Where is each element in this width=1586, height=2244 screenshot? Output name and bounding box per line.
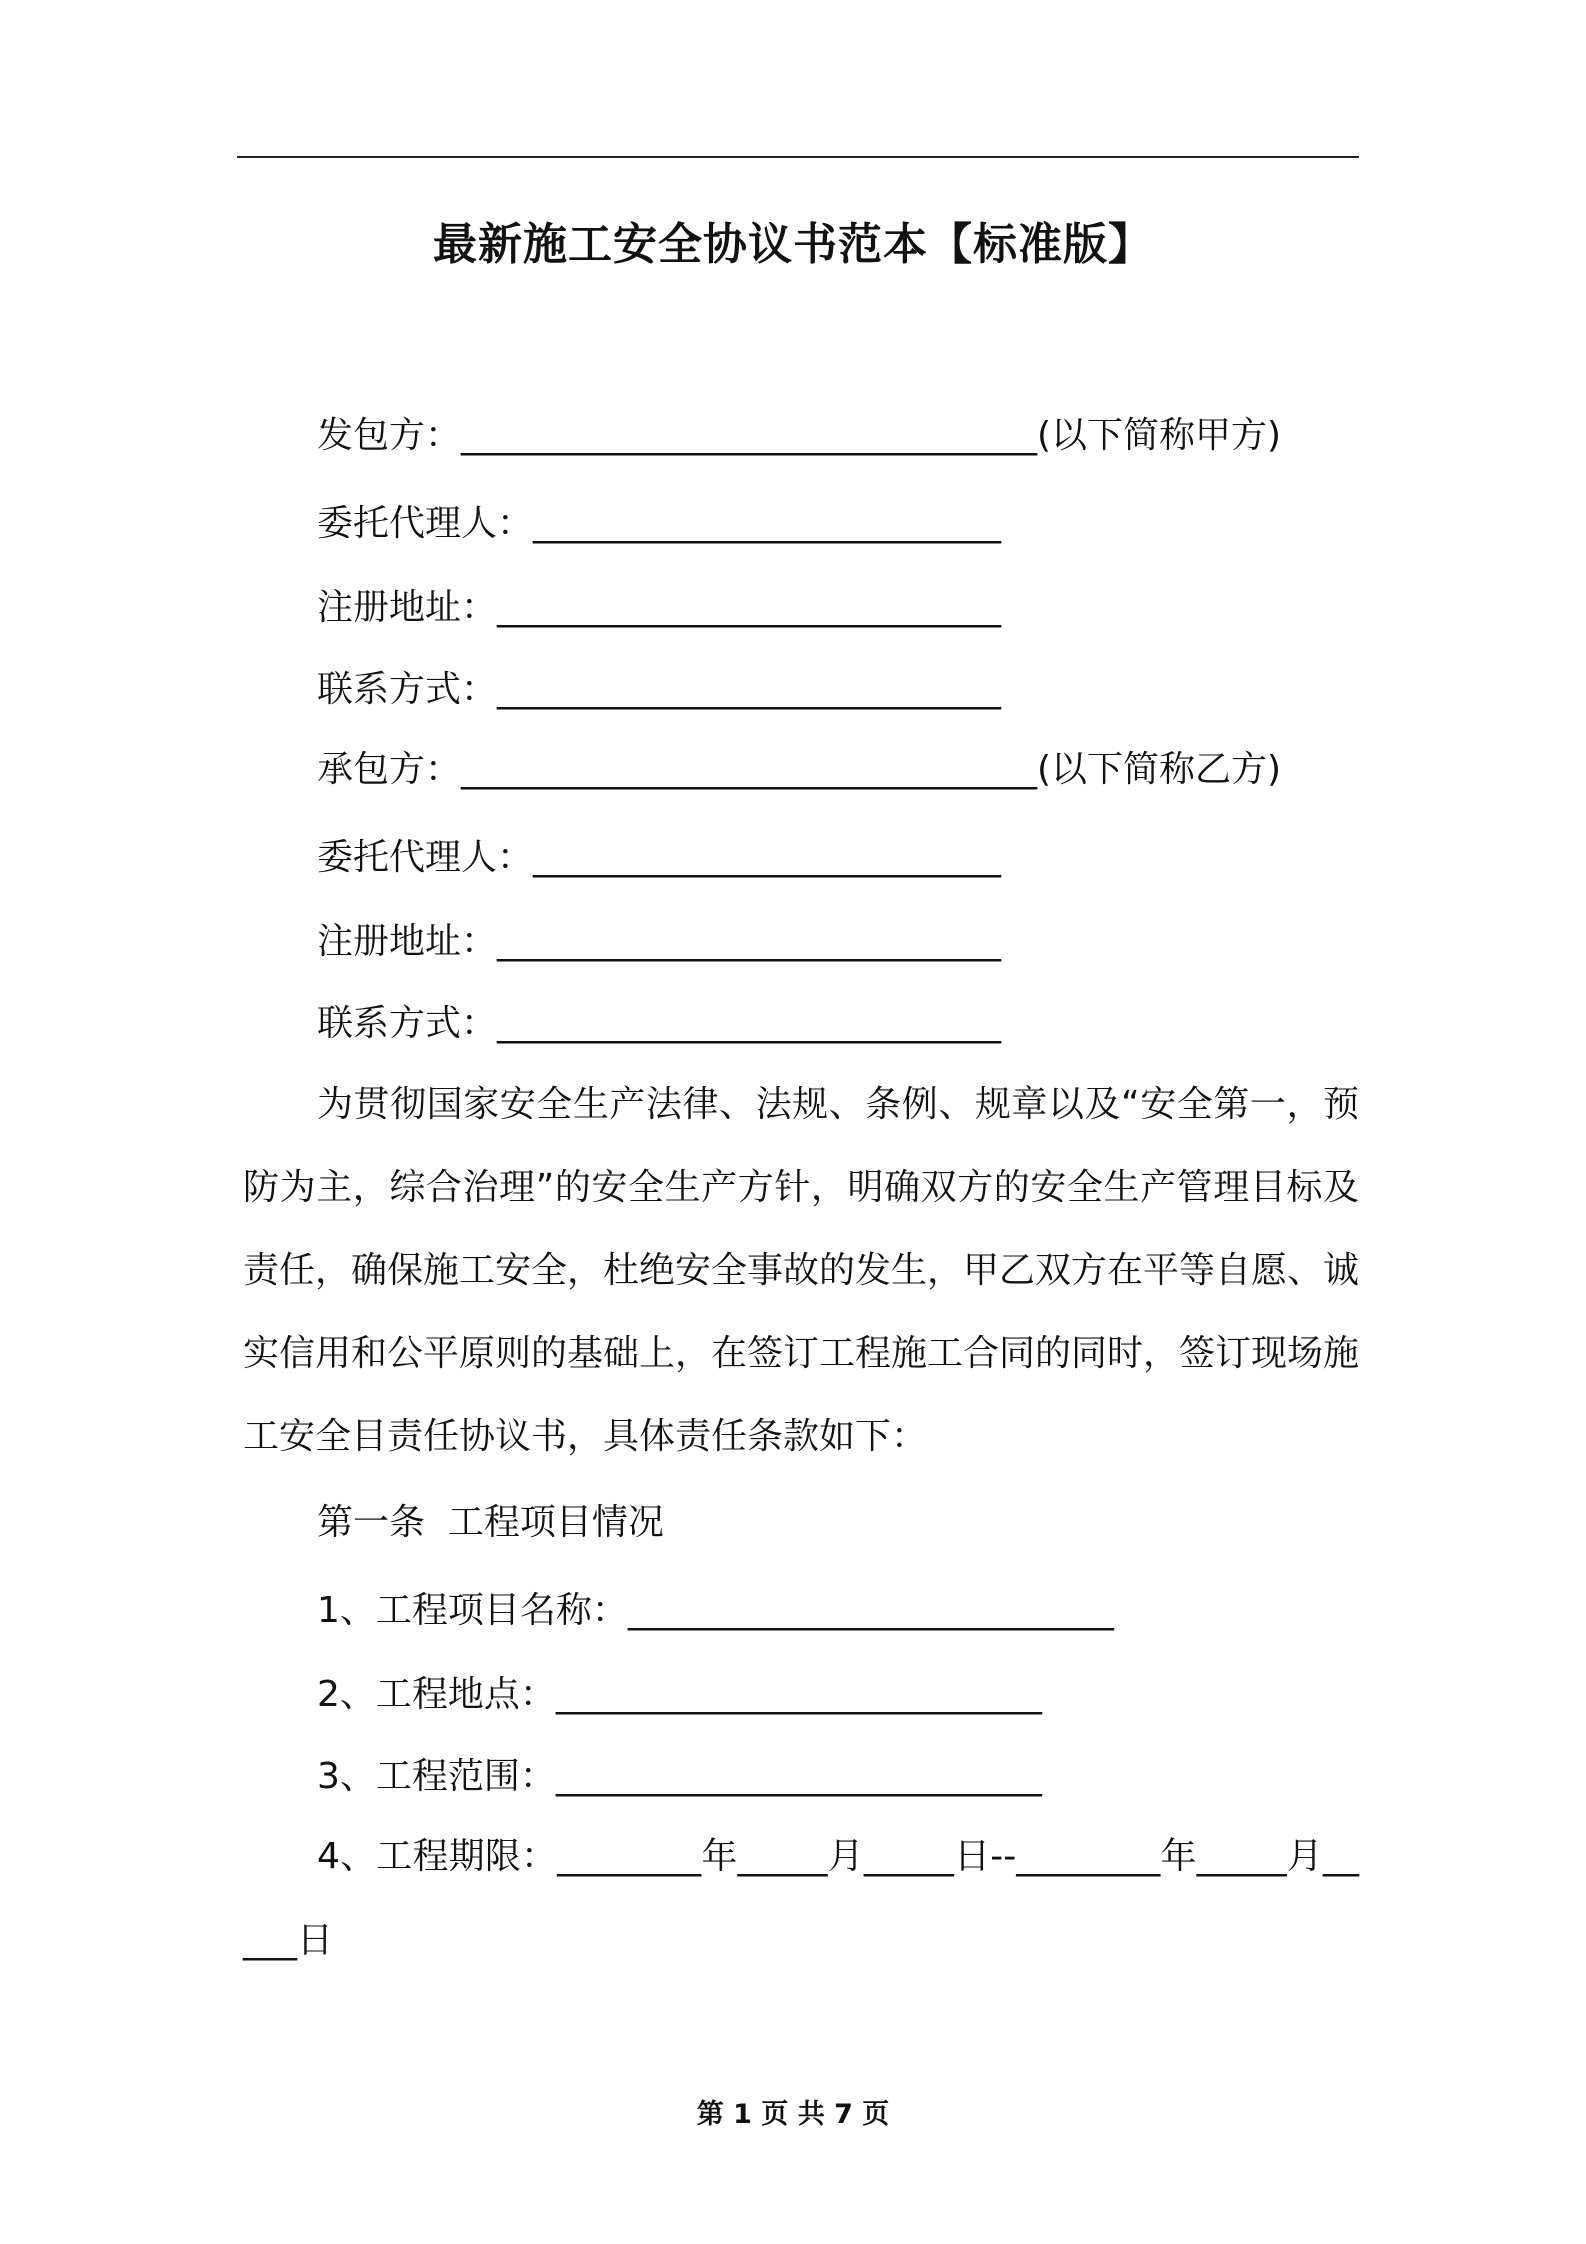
party-b-contact-line: 联系方式：____________________________: [317, 1003, 1002, 1044]
party-a-address-line: 注册地址：____________________________: [317, 587, 1002, 628]
article-1-heading: 第一条 工程项目情况: [317, 1502, 664, 1543]
article-1-item-1: 1、工程项目名称：___________________________: [317, 1590, 1114, 1631]
party-a-contact-line: 联系方式：____________________________: [317, 669, 1002, 710]
party-b-agent-line: 委托代理人：__________________________: [317, 837, 1002, 878]
party-a-agent-line: 委托代理人：__________________________: [317, 503, 1002, 544]
article-1-item-4: [243, 1815, 1359, 1983]
article-1-item-2: 2、工程地点：___________________________: [317, 1674, 1042, 1715]
document-title: 最新施工安全协议书范本【标准版】: [433, 219, 1153, 270]
header-rule: [237, 156, 1359, 158]
party-b-line: 承包方：________________________________(以下简称乙方): [317, 749, 1282, 790]
article-1-item-3: 3、工程范围：___________________________: [317, 1756, 1042, 1797]
intro-paragraph-text: 为贯彻国家安全生产法律、法规、条例、规章以及“安全第一，预防为主，综合治理”的安全生产方针，明确双方的安全生产管理目标及责任，确保施工安全，杜绝安全事故的发生，甲乙双方在平等自愿、诚实信用和公平原则的基础上，在签订工程施工合同的同时，签订现场施工安全目责任协议书，具体责任条款如下：: [243, 1084, 1360, 1457]
article-1-item-4-text: 4、工程期限：________年_____月_____日--________年_____月_____日: [243, 1836, 1359, 1961]
intro-paragraph: [243, 1063, 1359, 1478]
party-a-line: 发包方：________________________________(以下简称甲方): [317, 415, 1282, 456]
page-indicator: 第 1 页 共 7 页: [696, 2099, 890, 2130]
party-b-address-line: 注册地址：____________________________: [317, 921, 1002, 962]
